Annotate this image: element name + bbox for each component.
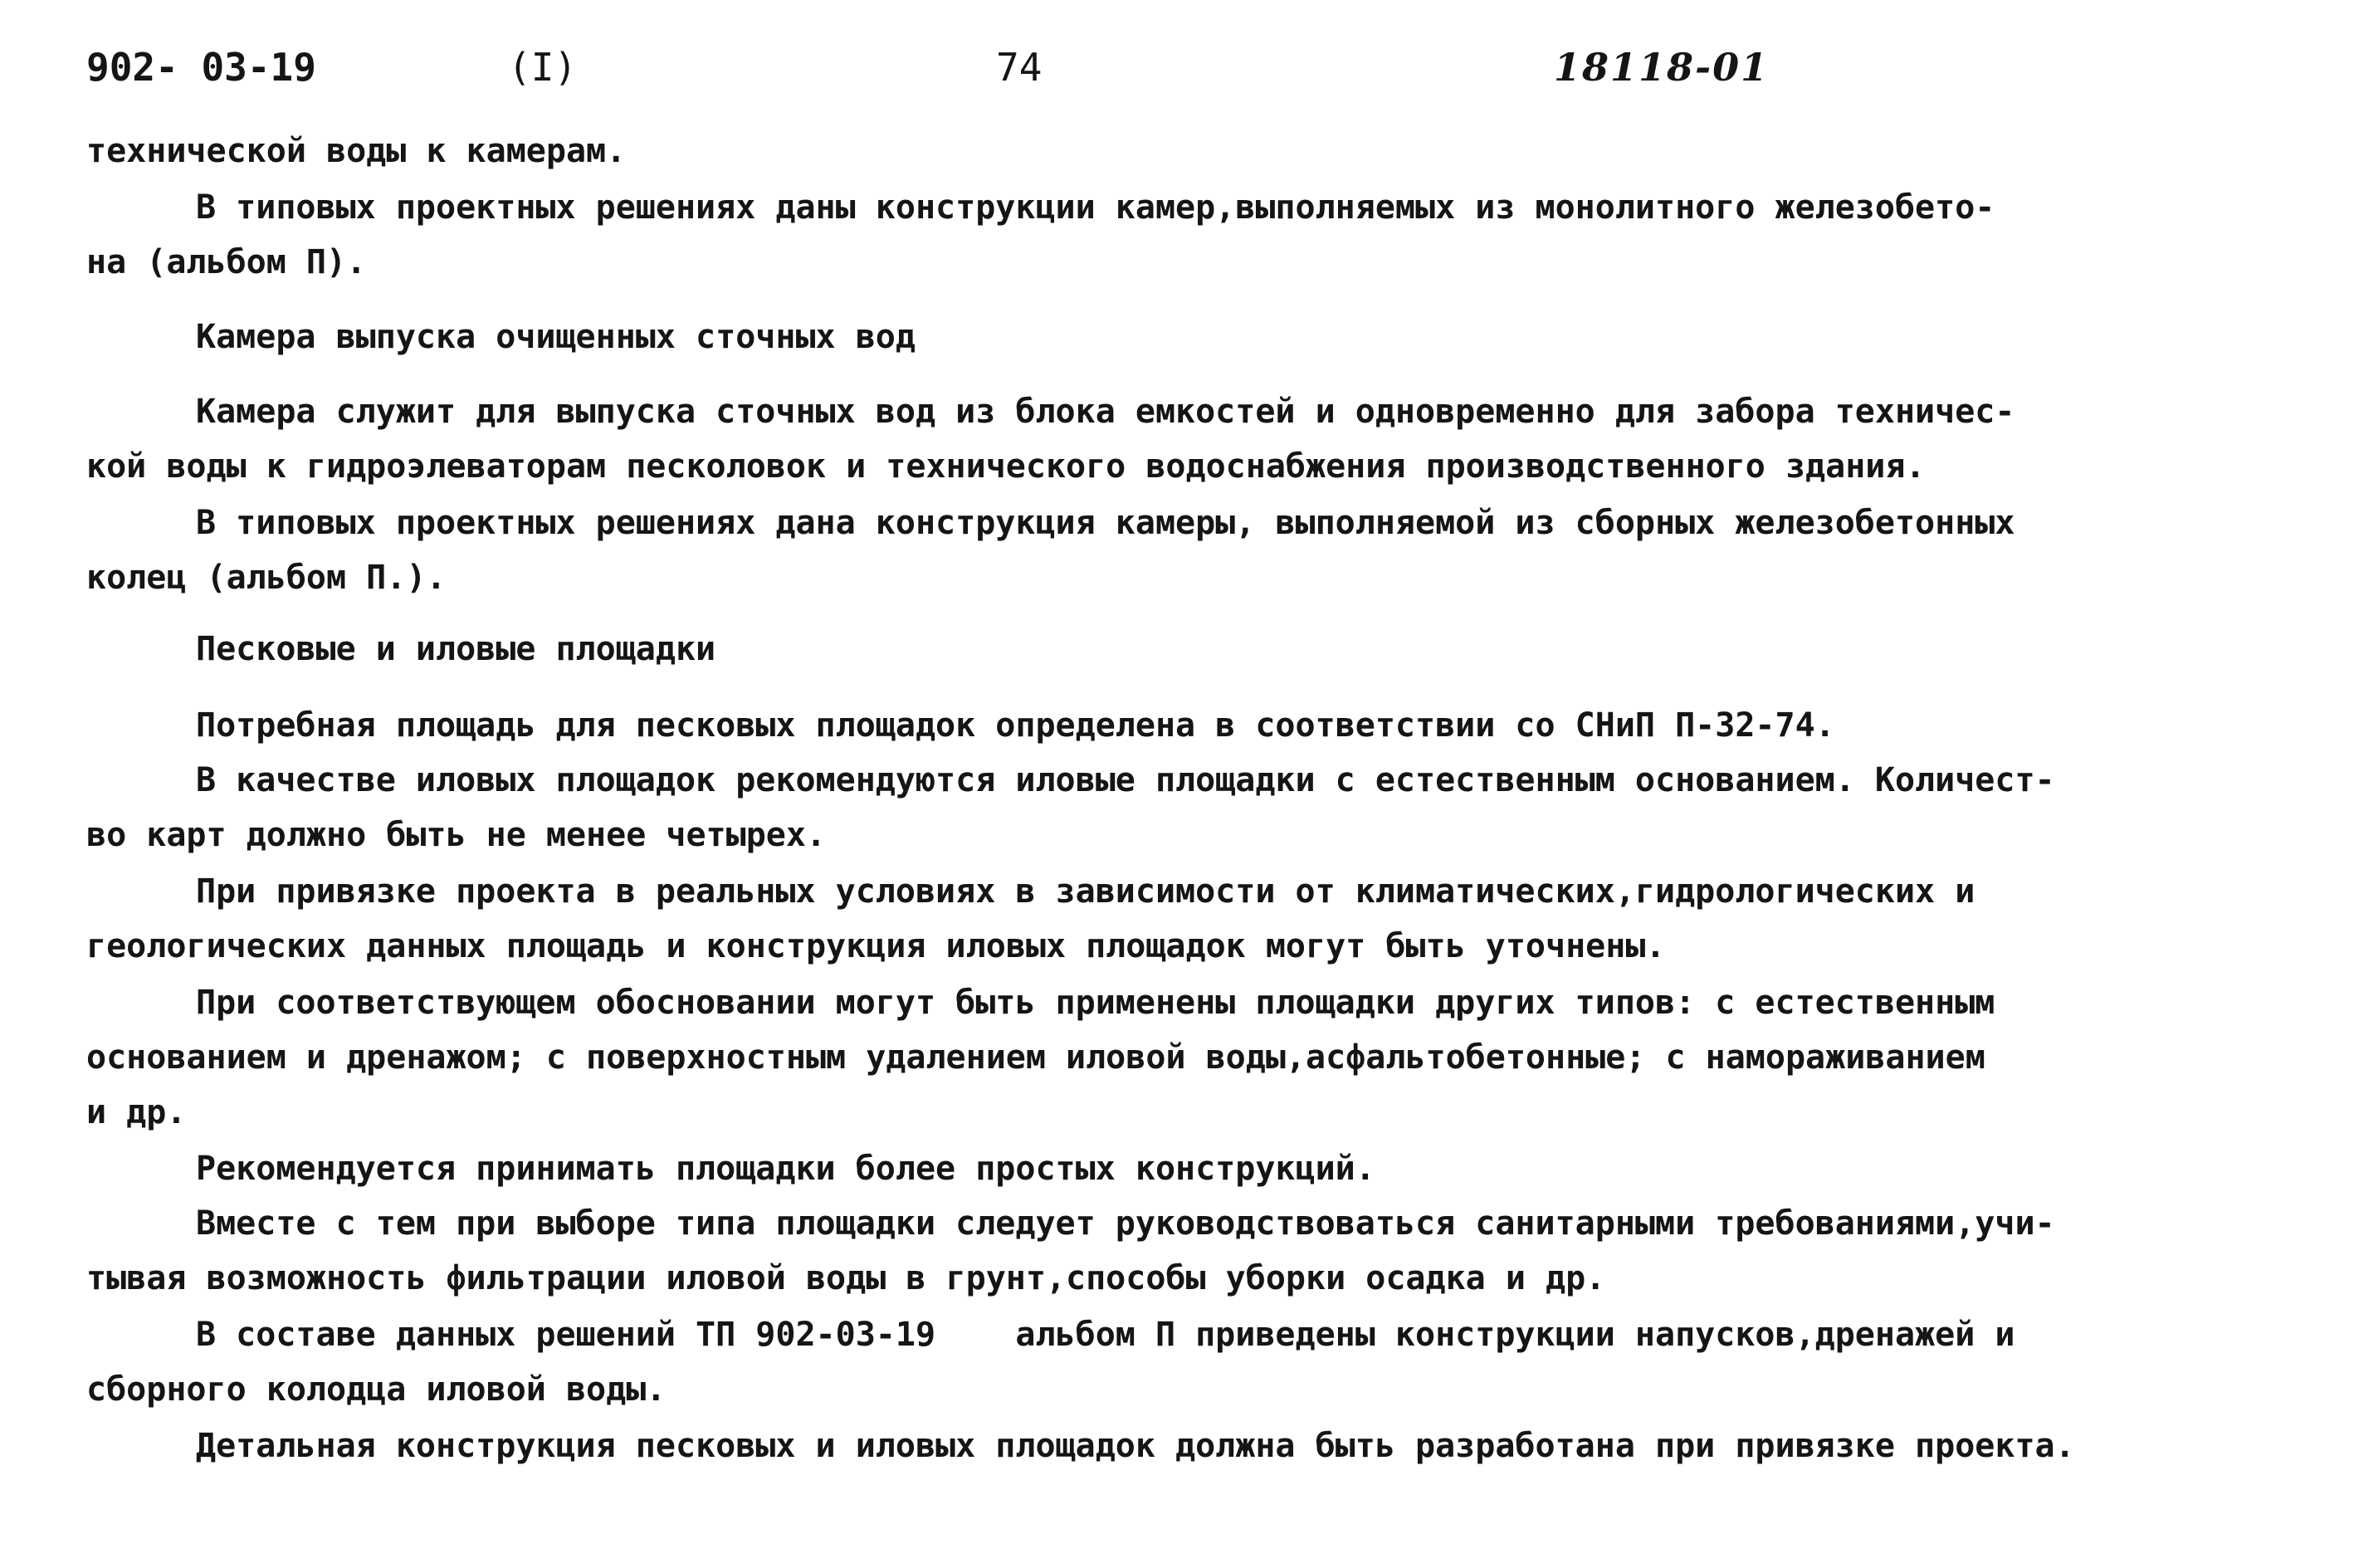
text-line: В составе данных решений ТП 902-03-19 альбом П приведены конструкции напусков,дренажей и [196, 1316, 2015, 1354]
text-line: Камера служит для выпуска сточных вод из блока емкостей и одновременно для забора техничес- [196, 393, 2015, 431]
text-line: В типовых проектных решениях дана конструкция камеры, выполняемой из сборных железобетонных [196, 504, 2015, 542]
page-number: 74 [996, 45, 1043, 90]
text-line: колец (альбом П.). [86, 559, 447, 597]
document-code: 902- 03-19 [86, 45, 316, 90]
text-line: во карт должно быть не менее четырех. [86, 816, 827, 854]
text-line: В типовых проектных решениях даны конструкции камер,выполняемых из монолитного железобето- [196, 188, 1995, 227]
text-line: Вместе с тем при выборе типа площадки следует руководствоваться санитарными требованиями,учи- [196, 1204, 2055, 1243]
text-line: основанием и дренажом; с поверхностным удалением иловой воды,асфальтобетонные; с намораживанием [86, 1038, 1985, 1077]
text-line: технической воды к камерам. [86, 132, 627, 170]
text-line: Детальная конструкция песковых и иловых площадок должна быть разработана при привязке проекта. [196, 1427, 2075, 1465]
inventory-number: 18118-01 [1554, 45, 1770, 90]
text-line: В качестве иловых площадок рекомендуются иловые площадки с естественным основанием. Количест- [196, 761, 2055, 799]
text-line: При соответствующем обосновании могут быть применены площадки других типов: с естественным [196, 984, 1995, 1022]
text-line: и др. [86, 1093, 187, 1131]
section-heading: Песковые и иловые площадки [196, 630, 716, 668]
section-number: (I) [508, 45, 578, 90]
text-line: кой воды к гидроэлеваторам песколовок и технического водоснабжения производственного здания. [86, 447, 1926, 486]
section-heading: Камера выпуска очищенных сточных вод [196, 318, 916, 356]
text-line: При привязке проекта в реальных условиях в зависимости от климатических,гидрологических и [196, 872, 1976, 911]
text-line: Потребная площадь для песковых площадок определена в соответствии со СНиП П-32-74. [196, 706, 1835, 745]
text-line: сборного колодца иловой воды. [86, 1370, 667, 1409]
text-line: геологических данных площадь и конструкция иловых площадок могут быть уточнены. [86, 927, 1666, 965]
text-line: Рекомендуется принимать площадки более простых конструкций. [196, 1150, 1375, 1188]
text-line: на (альбом П). [86, 243, 367, 281]
text-line: тывая возможность фильтрации иловой воды в грунт,способы уборки осадка и др. [86, 1259, 1606, 1297]
